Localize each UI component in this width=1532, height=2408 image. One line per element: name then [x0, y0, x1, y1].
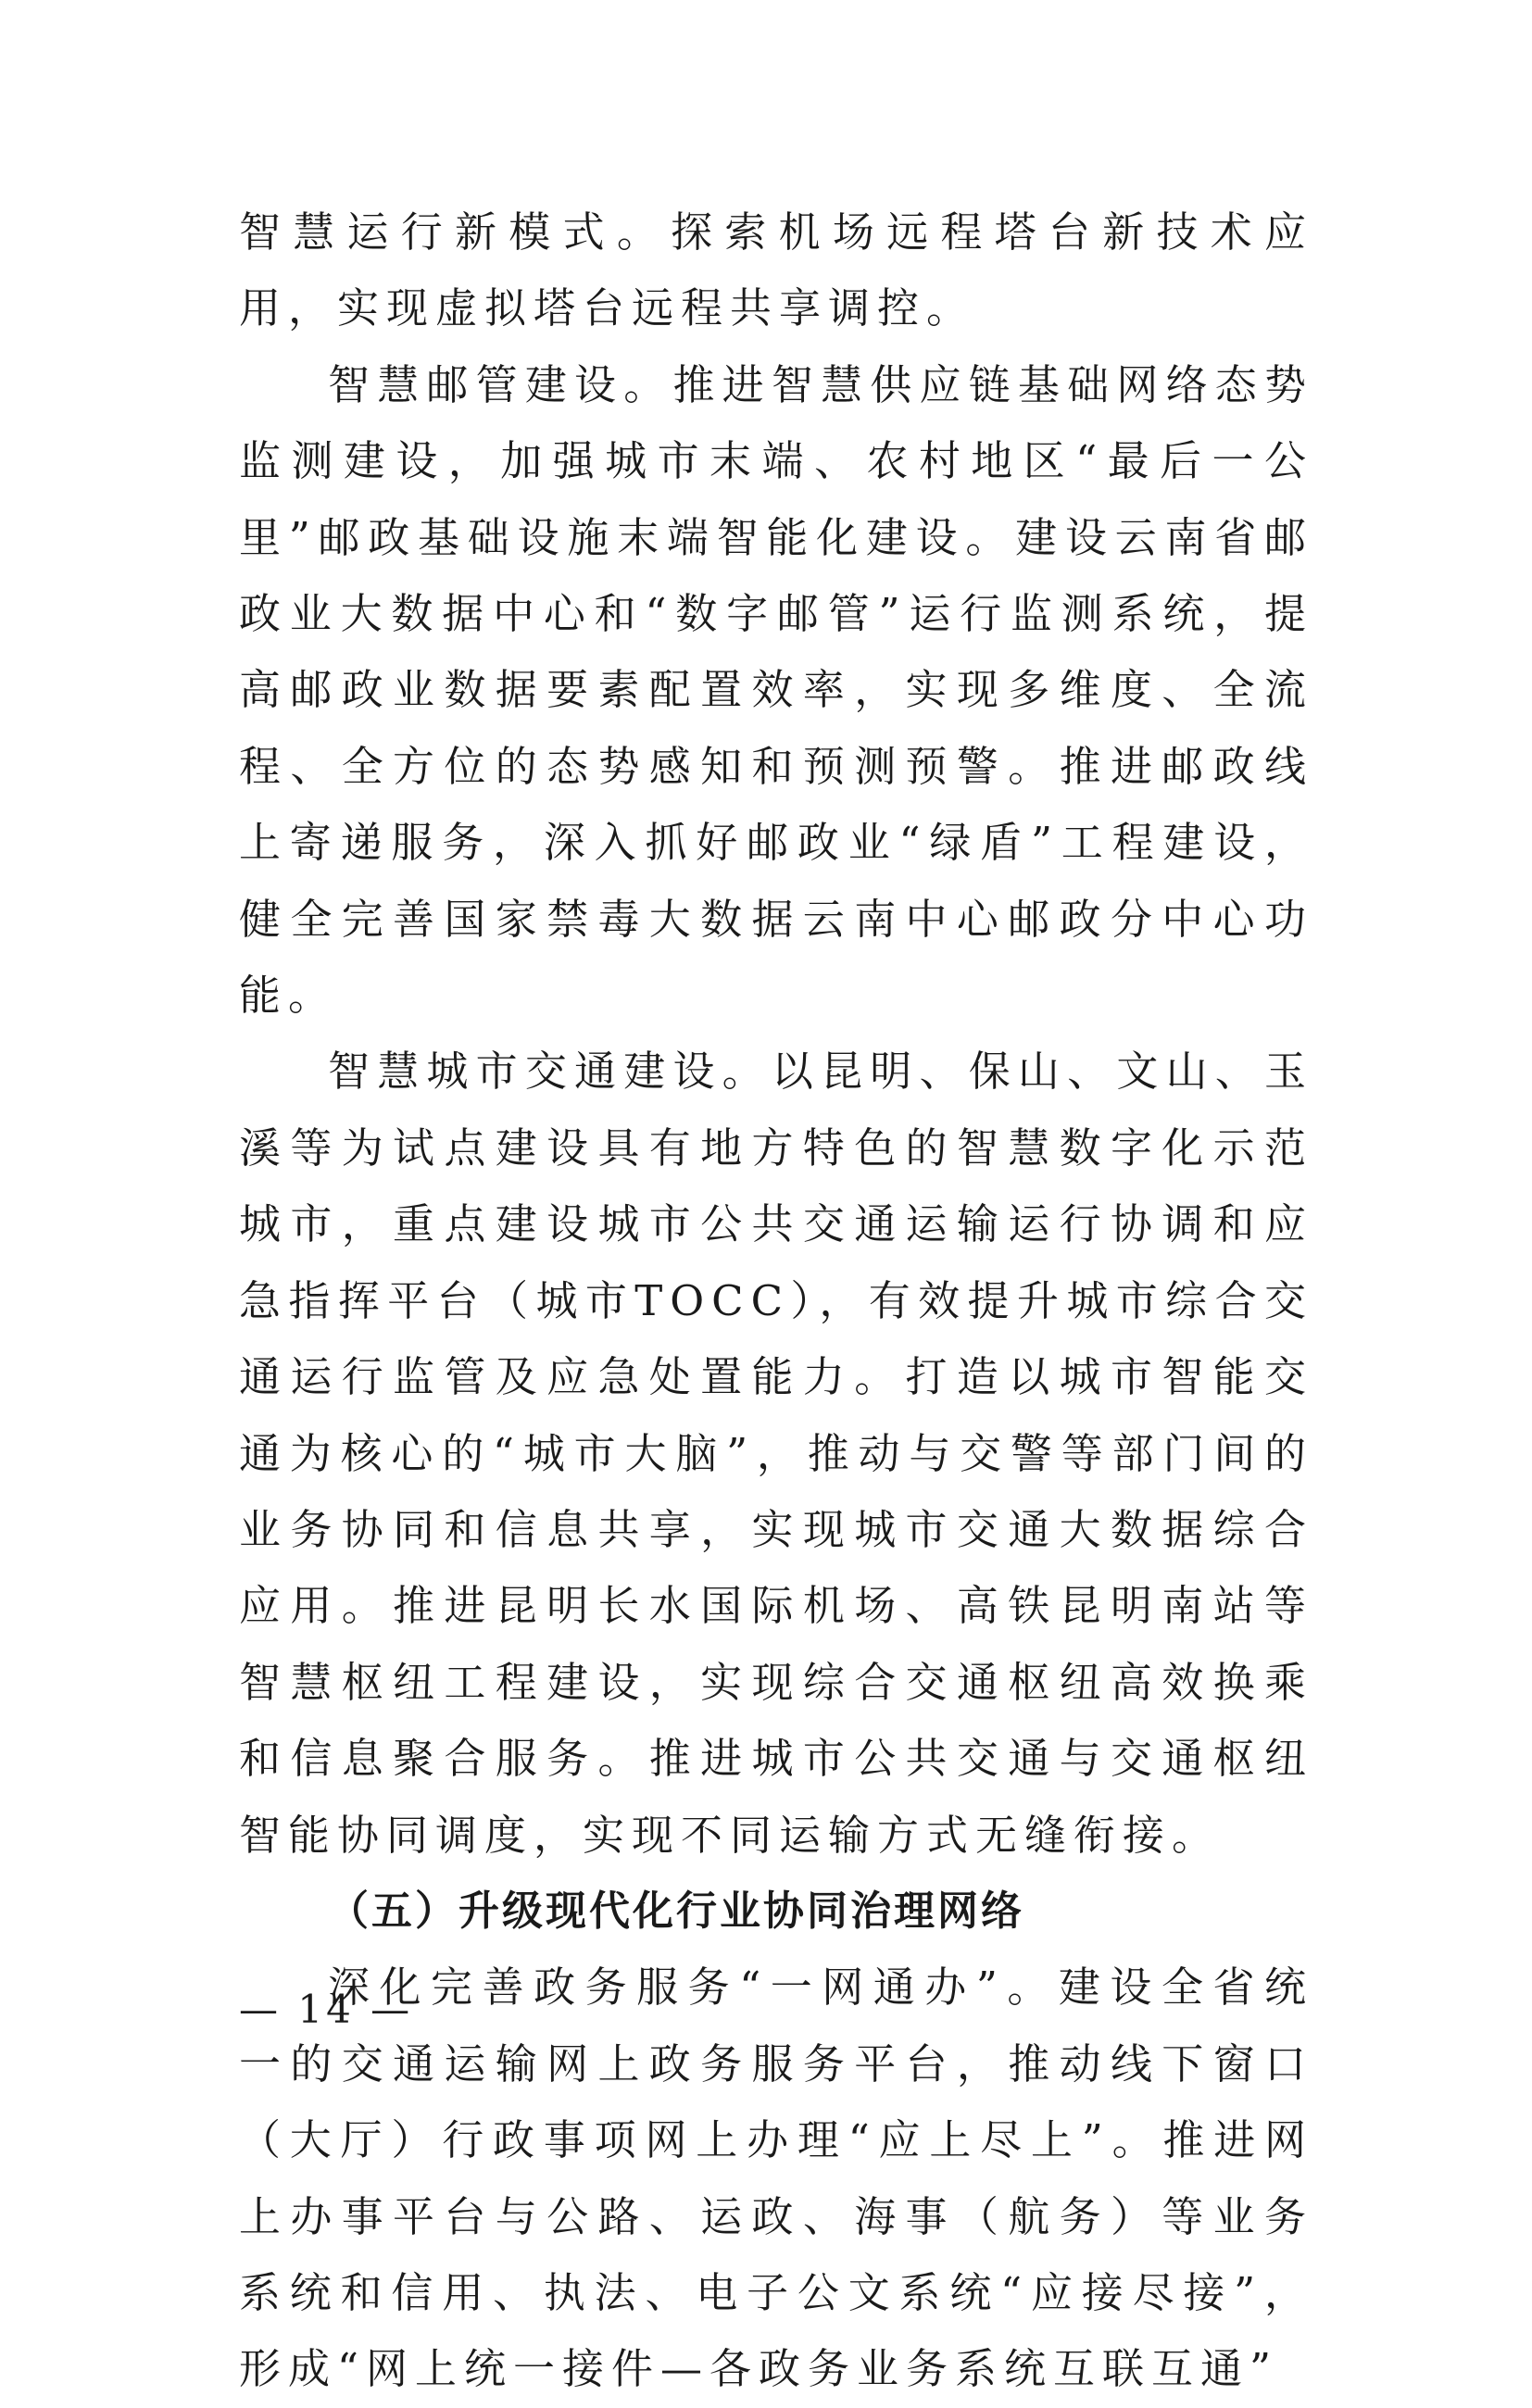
- paragraph-one-network: 深化完善政务服务“一网通办”。建设全省统一的交通运输网上政务服务平台，推动线下窗口（大厅）行政事项网上办理“应上尽上”。推进网上办事平台与公路、运政、海事（航务）等业务系统和信用、执法、电子公文系统“应接尽接”，形成“网上统一接件—各政务业务系统互联互通”: [239, 1963, 1313, 2394]
- paragraph-smart-postal: 智慧邮管建设。推进智慧供应链基础网络态势监测建设，加强城市末端、农村地区“最后一公里”邮政基础设施末端智能化建设。建设云南省邮政业大数据中心和“数字邮管”运行监测系统，提高邮政业数据要素配置效率，实现多维度、全流程、全方位的态势感知和预测预警。推进邮政线上寄递服务，深入抓好邮政业“绿盾”工程建设，健全完善国家禁毒大数据云南中心邮政分中心功能。: [239, 359, 1313, 1021]
- section-heading-5: （五）升级现代化行业协同治理网络: [328, 1887, 1024, 1935]
- paragraph-airport-continued: 智慧运行新模式。探索机场远程塔台新技术应用，实现虚拟塔台远程共享调控。: [239, 207, 1313, 333]
- paragraph-smart-city-traffic: 智慧城市交通建设。以昆明、保山、文山、玉溪等为试点建设具有地方特色的智慧数字化示范城市，重点建设城市公共交通运输运行协调和应急指挥平台（城市TOCC），有效提升城市综合交通运行监管及应急处置能力。打造以城市智能交通为核心的“城市大脑”，推动与交警等部门间的业务协同和信息共享，实现城市交通大数据综合应用。推进昆明长水国际机场、高铁昆明南站等智慧枢纽工程建设，实现综合交通枢纽高效换乘和信息聚合服务。推进城市公共交通与交通枢纽智能协同调度，实现不同运输方式无缝衔接。: [239, 1047, 1313, 1860]
- document-body: [239, 194, 1313, 2408]
- page-number: — 14 —: [239, 1987, 414, 2032]
